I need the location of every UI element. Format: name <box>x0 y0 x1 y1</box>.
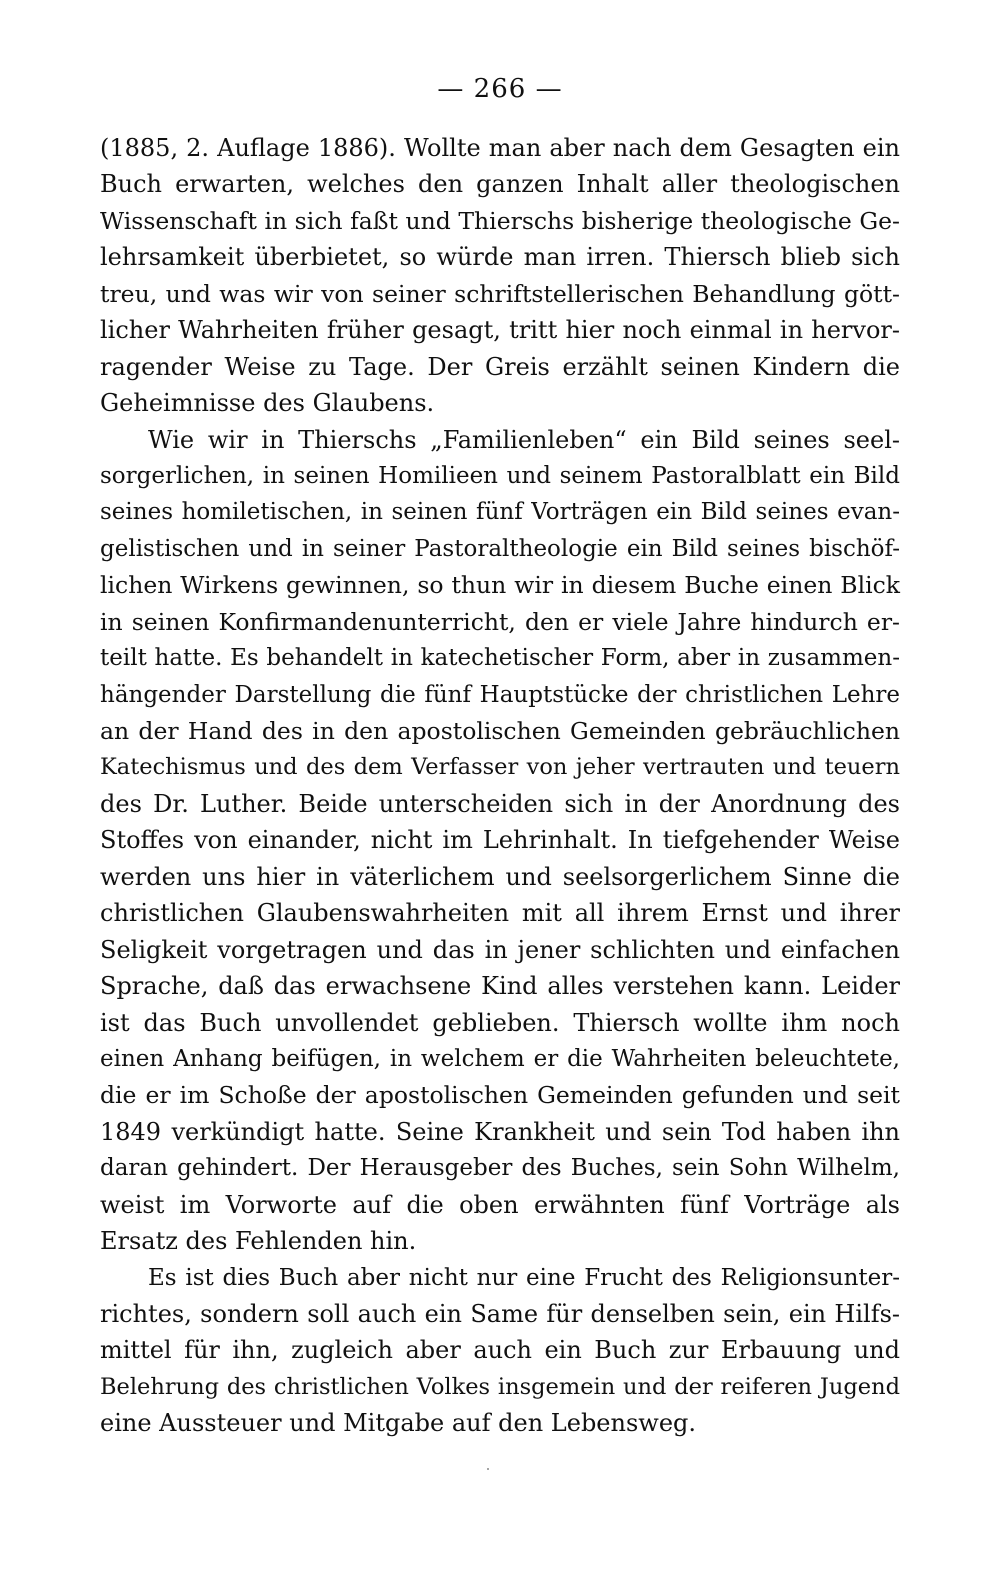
text-line: richtes, sondern soll auch ein Same für denselben sein, ein Hilfs- <box>100 1300 900 1328</box>
paragraph-3 <box>100 1260 900 1442</box>
paragraph-2 <box>100 422 900 1260</box>
text-line: Buch erwarten, welches den ganzen Inhalt aller theologischen <box>100 170 900 199</box>
text-line: Sprache, daß das erwachsene Kind alles verstehen kann. Leider <box>100 972 900 1001</box>
text-line: licher Wahrheiten früher gesagt, tritt hier noch einmal in hervor- <box>100 316 900 345</box>
text-line: seines homiletischen, in seinen fünf Vorträgen ein Bild seines evan- <box>100 499 900 526</box>
text-line: Katechismus und des dem Verfasser von jeher vertrauten und teuern <box>100 754 900 781</box>
text-line: lichen Wirkens gewinnen, so thun wir in diesem Buche einen Blick <box>100 571 900 600</box>
text-line: Stoffes von einander, nicht im Lehrinhalt. In tiefgehender Weise <box>100 826 900 855</box>
text-line: einen Anhang beifügen, in welchem er die Wahrheiten beleuchtete, <box>100 1045 900 1072</box>
text-line: des Dr. Luther. Beide unterscheiden sich in der Anordnung des <box>100 789 900 818</box>
text-line: eine Aussteuer und Mitgabe auf den Lebensweg. <box>100 1409 697 1438</box>
text-line: ist das Buch unvollendet geblieben. Thiersch wollte ihm noch <box>100 1008 900 1037</box>
text-line: Seligkeit vorgetragen und das in jener schlichten und einfachen <box>100 935 900 964</box>
body-text <box>100 130 900 1442</box>
paragraph-1 <box>100 130 900 422</box>
text-line: hängender Darstellung die fünf Hauptstücke der christlichen Lehre <box>100 681 900 708</box>
text-line: in seinen Konfirmandenunterricht, den er viele Jahre hindurch er- <box>100 607 900 636</box>
text-line: Ersatz des Fehlenden hin. <box>100 1227 417 1256</box>
text-line: teilt hatte. Es behandelt in katechetischer Form, aber in zusammen- <box>100 645 900 672</box>
text-line: (1885, 2. Auflage 1886). Wollte man aber nach dem Gesagten ein <box>100 134 900 162</box>
text-line: weist im Vorworte auf die oben erwähnten fünf Vorträge als <box>100 1190 900 1219</box>
text-line: ragender Weise zu Tage. Der Greis erzählt seinen Kindern die <box>100 352 900 381</box>
text-line: mittel für ihn, zugleich aber auch ein Buch zur Erbauung und <box>100 1336 900 1365</box>
text-line: daran gehindert. Der Herausgeber des Buches, sein Sohn Wilhelm, <box>100 1155 900 1182</box>
text-line: christlichen Glaubenswahrheiten mit all ihrem Ernst und ihrer <box>100 899 900 928</box>
text-line: Wissenschaft in sich faßt und Thierschs bisherige theologische Ge- <box>100 206 900 235</box>
text-line: sorgerlichen, in seinen Homilieen und seinem Pastoralblatt ein Bild <box>100 462 900 489</box>
text-line: Geheimnisse des Glaubens. <box>100 389 435 418</box>
text-line: treu, und was wir von seiner schriftstellerischen Behandlung gött- <box>100 279 900 308</box>
text-line: die er im Schoße der apostolischen Gemeinden gefunden und seit <box>100 1081 900 1110</box>
text-line: an der Hand des in den apostolischen Gemeinden gebräuchlichen <box>100 717 900 745</box>
text-line: gelistischen und in seiner Pastoraltheologie ein Bild seines bischöf- <box>100 535 900 562</box>
text-line: Belehrung des christlichen Volkes insgemein und der reiferen Jugend <box>100 1373 900 1400</box>
page-number: — 266 — <box>437 74 563 104</box>
paper-speck <box>487 1468 489 1470</box>
text-line: Es ist dies Buch aber nicht nur eine Frucht des Religionsunter- <box>148 1264 900 1291</box>
text-line: Wie wir in Thierschs „Familienleben“ ein Bild seines seel- <box>148 425 900 454</box>
text-line: werden uns hier in väterlichem und seelsorgerlichem Sinne die <box>100 862 900 891</box>
text-line: lehrsamkeit überbietet, so würde man irren. Thiersch blieb sich <box>100 243 900 272</box>
text-line: 1849 verkündigt hatte. Seine Krankheit und sein Tod haben ihn <box>100 1117 900 1146</box>
